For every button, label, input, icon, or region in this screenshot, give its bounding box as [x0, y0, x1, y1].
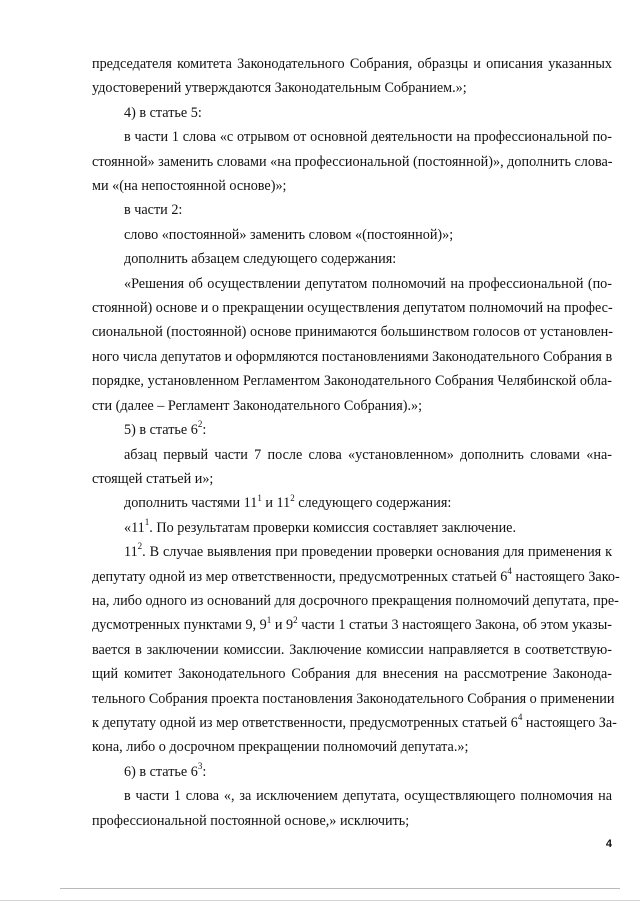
- paragraph-line: кона, либо о досрочном прекращении полномочий депутата.»;: [92, 739, 469, 756]
- scan-edge-line: [0, 900, 640, 901]
- paragraph-line: стоящей статьей и»;: [92, 470, 214, 487]
- paragraph-line: дополнить абзацем следующего содержания:: [124, 251, 397, 268]
- paragraph-line: абзац первый части 7 после слова «установленном» дополнить словами «на-: [124, 446, 612, 463]
- paragraph-line: дополнить частями $11^1$ и $11^2$ следующего содержания:: [124, 492, 452, 512]
- paragraph-line: ми «(на непостоянной основе)»;: [92, 178, 287, 195]
- paragraph-line: «Решения об осуществлении депутатом полномочий на профессиональной (по-: [124, 275, 612, 292]
- article-6-3-heading: 6) в статье $6^3$:: [124, 761, 207, 780]
- paragraph-line: в части 2:: [124, 202, 183, 219]
- paragraph-line: 4) в статье 5:: [124, 104, 202, 121]
- paragraph-line: щий комитет Законодательного Собрания для внесения на рассмотрение Законода-: [92, 666, 612, 683]
- paragraph-line: тельного Собрания проекта постановления Законодательного Собрания о применении: [92, 690, 615, 707]
- paragraph-line: порядке, установленном Регламентом Законодательного Собрания Челябинской обла-: [92, 373, 612, 390]
- paragraph-line: к депутату одной из мер ответственности, предусмотренных статьей $6^4$ настоящего За-: [92, 712, 617, 731]
- paragraph-line: стоянной» заменить словами «на профессиональной (постоянной)», дополнить слова-: [92, 153, 613, 170]
- paragraph-line: слово «постоянной» заменить словом «(постоянной)»;: [124, 226, 454, 243]
- paragraph-line: сиональной (постоянной) основе принимаются большинством голосов от установлен-: [92, 324, 614, 341]
- paragraph-line: в части 1 слова «с отрывом от основной деятельности на профессиональной по-: [124, 129, 612, 146]
- page-number: 4: [605, 838, 612, 850]
- document-body: [92, 52, 620, 833]
- paragraph-line: вается в заключении комиссии. Заключение комиссии направляется в соответствую-: [92, 641, 612, 658]
- paragraph-line: сти (далее – Регламент Законодательного Собрания).»;: [92, 397, 423, 414]
- article-6-2-heading: 5) в статье $6^2$:: [124, 419, 207, 439]
- paragraph-line: удостоверений утверждаются Законодательным Собранием.»;: [92, 80, 467, 97]
- paragraph-line: председателя комитета Законодательного Собрания, образцы и описания указанных: [92, 56, 612, 72]
- paragraph-line: ного числа депутатов и оформляются постановлениями Законодательного Собрания в: [92, 348, 613, 365]
- paragraph-line: дусмотренных пунктами 9, $9^1$ и $9^2$ части 1 статьи 3 настоящего Закона, об этом указы-: [92, 614, 613, 634]
- paragraph-line: на, либо одного из оснований для досрочного прекращения полномочий депутата, пре-: [92, 592, 619, 609]
- paragraph-line: в части 1 слова «, за исключением депутата, осуществляющего полномочия на: [124, 788, 612, 805]
- paragraph-line: $11^2$. В случае выявления при проведении проверки основания для применения к: [124, 541, 612, 561]
- paragraph-line: депутату одной из мер ответственности, предусмотренных статьей $6^4$ настоящего Зако-: [92, 565, 620, 585]
- paragraph-line: стоянной) основе и о прекращении осуществления депутатом полномочий на профес-: [92, 300, 613, 317]
- document-lines: [92, 52, 612, 418]
- paragraph-line: профессиональной постоянной основе,» исключить;: [92, 812, 410, 829]
- scan-edge-line: [60, 888, 620, 889]
- paragraph-line: «$11^1$. По результатам проверки комиссия составляет заключение.: [124, 516, 517, 536]
